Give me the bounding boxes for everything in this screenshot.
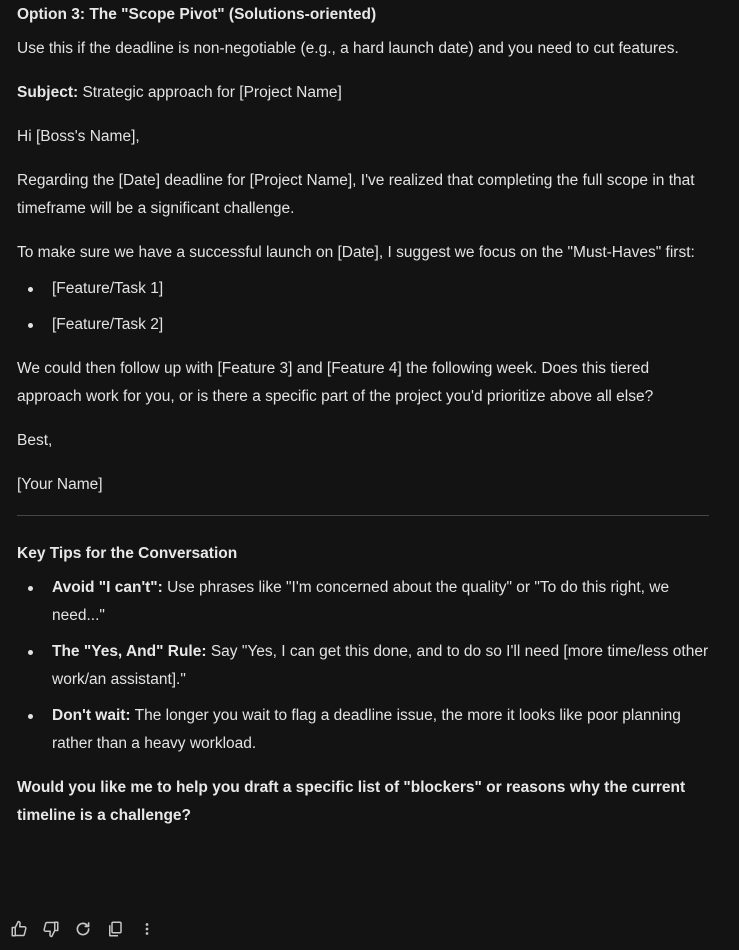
copy-icon	[106, 920, 124, 938]
regenerate-button[interactable]	[72, 918, 94, 940]
closing-question: Would you like me to help you draft a specific list of "blockers" or reasons why the current timeline is a challenge?	[17, 779, 686, 824]
more-options-button[interactable]	[136, 918, 158, 940]
subject-line	[17, 79, 717, 107]
response-actions	[8, 918, 168, 940]
divider	[17, 515, 709, 516]
tip-label: Avoid "I can't":	[52, 579, 163, 596]
signature: [Your Name]	[17, 476, 103, 493]
subject-label: Subject:	[17, 84, 79, 101]
greeting: Hi [Boss's Name],	[17, 128, 140, 145]
email-paragraph-1: Regarding the [Date] deadline for [Project Name], I've realized that completing the full scope in that timeframe will be a significant challenge.	[17, 172, 695, 217]
feature-list	[17, 275, 717, 339]
list-item: [Feature/Task 2]	[17, 311, 717, 339]
tip-item	[17, 638, 717, 694]
tip-text: Use phrases like "I'm concerned about the quality" or "To do this right, we need..."	[52, 579, 670, 624]
tip-label: Don't wait:	[52, 707, 131, 724]
regenerate-icon	[74, 920, 92, 938]
thumbs-up-icon	[10, 920, 28, 938]
subject-value: Strategic approach for [Project Name]	[78, 84, 342, 101]
option-heading: Option 3: The "Scope Pivot" (Solutions-oriented)	[17, 6, 377, 23]
tip-text: Say "Yes, I can get this done, and to do so I'll need [more time/less other work/an assistant]."	[52, 643, 709, 688]
email-paragraph-3: We could then follow up with [Feature 3] and [Feature 4] the following week. Does this tiered approach work for you, or is there a specific part of the project you'd prioritize above all else?	[17, 360, 654, 405]
thumbs-down-icon	[42, 920, 60, 938]
thumbs-down-button[interactable]	[40, 918, 62, 940]
tip-label: The "Yes, And" Rule:	[52, 643, 207, 660]
tip-item	[17, 702, 717, 758]
tips-heading: Key Tips for the Conversation	[17, 545, 238, 562]
signoff: Best,	[17, 432, 53, 449]
list-item: [Feature/Task 1]	[17, 275, 717, 303]
tips-list	[17, 574, 717, 758]
more-options-icon	[138, 920, 156, 938]
email-paragraph-2: To make sure we have a successful launch on [Date], I suggest we focus on the "Must-Haves" first:	[17, 244, 695, 261]
tip-item	[17, 574, 717, 630]
option-intro: Use this if the deadline is non-negotiable (e.g., a hard launch date) and you need to cut features.	[17, 40, 679, 57]
copy-button[interactable]	[104, 918, 126, 940]
tip-text: The longer you wait to flag a deadline issue, the more it looks like poor planning rather than a heavy workload.	[52, 707, 681, 752]
thumbs-up-button[interactable]	[8, 918, 30, 940]
response-content	[17, 1, 717, 846]
